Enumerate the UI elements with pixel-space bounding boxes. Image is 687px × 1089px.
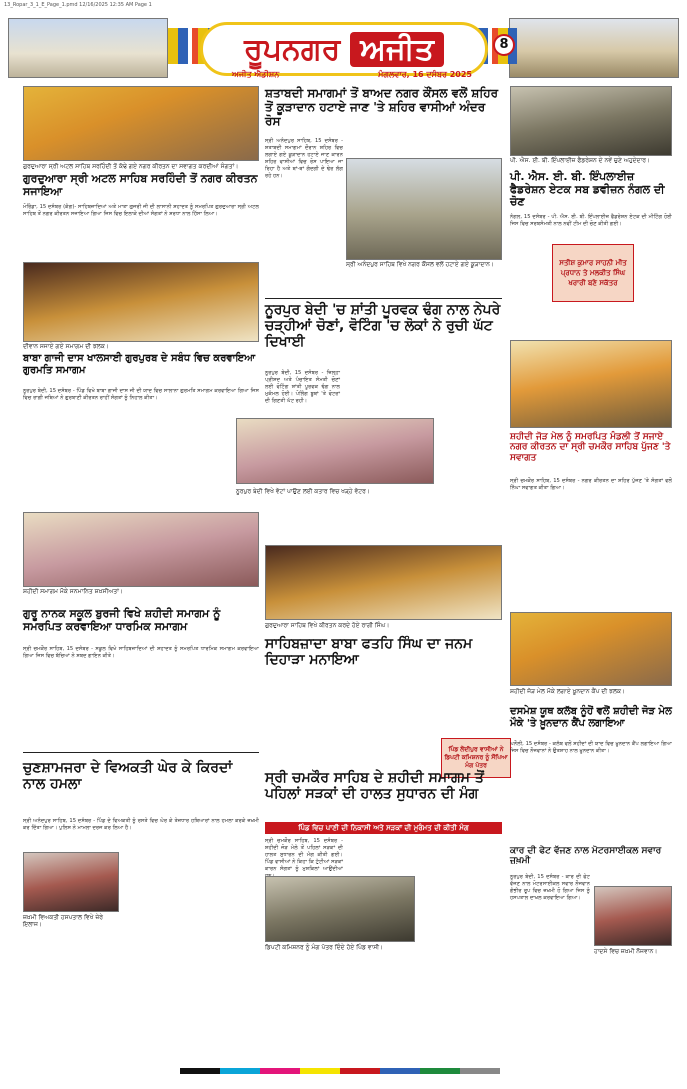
story8-caption: ਡਿਪਟੀ ਕਮਿਸ਼ਨਰ ਨੂੰ ਮੰਗ ਪੱਤਰ ਦਿੰਦੇ ਹੋਏ ਪਿੰਡ ਵਾਸੀ। (265, 944, 384, 951)
story9-body: ਨੰਗਲ, 15 ਦਸੰਬਰ - ਪੀ. ਐਸ. ਈ. ਬੀ. ਇੰਪਲਾਈਜ਼ ਫੈਡਰੇਸ਼ਨ ਏਟਕ ਦੀ ਮੀਟਿੰਗ ਹੋਈ ਜਿਸ ਵਿਚ ਸਰਬਸੰਮਤੀ ਨਾਲ ਨਵੀਂ ਟੀਮ ਦੀ ਚੋਣ ਕੀਤੀ ਗਈ। (510, 214, 672, 227)
masthead-subline (232, 70, 472, 82)
story12-headline: ਕਾਰ ਦੀ ਫੇਟ ਵੱਜਣ ਨਾਲ ਮੋਟਰਸਾਈਕਲ ਸਵਾਰ ਜ਼ਖ਼ਮੀ (510, 846, 662, 867)
story5-photo (346, 158, 502, 260)
story4-photo (23, 852, 119, 912)
story3-caption: ਸ਼ਹੀਦੀ ਸਮਾਗਮ ਮੌਕੇ ਸਨਮਾਨਿਤ ਸ਼ਖ਼ਸੀਅਤਾਂ। (23, 588, 124, 595)
story8-headline: ਸ੍ਰੀ ਚਮਕੌਰ ਸਾਹਿਬ ਦੇ ਸ਼ਹੀਦੀ ਸਮਾਗਮ ਤੋਂ ਪਹਿਲਾਂ ਸੜਕਾਂ ਦੀ ਹਾਲਤ ਸੁਧਾਰਨ ਦੀ ਮੰਗ (265, 770, 484, 803)
masthead (0, 12, 687, 84)
story6-photo (236, 418, 434, 484)
masthead-left-photo (8, 18, 168, 78)
story8-strap: ਪਿੰਡ ਵਿਚ ਪਾਣੀ ਦੀ ਨਿਕਾਸੀ ਅਤੇ ਸੜਕਾਂ ਦੀ ਮੁਰੰਮਤ ਦੀ ਕੀਤੀ ਮੰਗ (265, 822, 502, 834)
story5-headline: ਸ਼ਤਾਬਦੀ ਸਮਾਗਮਾਂ ਤੋਂ ਬਾਅਦ ਨਗਰ ਕੌਂਸਲ ਵਲੋਂ ਸ਼ਹਿਰ ਤੋਂ ਕੂੜਾਦਾਨ ਹਟਾਏ ਜਾਣ 'ਤੇ ਸ਼ਹਿਰ ਵਾਸੀਆਂ ਅੰਦਰ ਰੋਸ (265, 86, 499, 128)
story9-photo (510, 86, 672, 156)
story3-body: ਸ੍ਰੀ ਚਮਕੌਰ ਸਾਹਿਬ, 15 ਦਸੰਬਰ - ਸਕੂਲ ਵਿਖੇ ਸਾਹਿਬਜ਼ਾਦਿਆਂ ਦੀ ਸ਼ਹਾਦਤ ਨੂੰ ਸਮਰਪਿਤ ਧਾਰਮਿਕ ਸਮਾਗਮ ਕਰਵਾਇਆ ਗਿਆ ਜਿਸ ਵਿਚ ਬੱਚਿਆਂ ਨੇ ਸ਼ਬਦ ਗਾਇਨ ਕੀਤੇ। (23, 646, 259, 659)
story11-photo (510, 612, 672, 686)
masthead-title-left: ਰੂਪਨਗਰ (244, 31, 341, 67)
story2-photo (23, 262, 259, 342)
story4-headline: ਚੁਣਸ਼ਾਮਜਰਾ ਦੇ ਵਿਅਕਤੀ ਘੇਰ ਕੇ ਕਿਰਦਾਂ ਨਾਲ ਹਮਲਾ (23, 760, 233, 793)
story10-body: ਸ੍ਰੀ ਚਮਕੌਰ ਸਾਹਿਬ, 15 ਦਸੰਬਰ - ਨਗਰ ਕੀਰਤਨ ਦਾ ਸ਼ਹਿਰ ਪੁੱਜਣ 'ਤੇ ਸੰਗਤਾਂ ਵਲੋਂ ਨਿੱਘਾ ਸਵਾਗਤ ਕੀਤਾ ਗਿਆ। (510, 478, 672, 491)
story8-photo (265, 876, 415, 942)
story10-headline: ਸ਼ਹੀਦੀ ਜੋੜ ਮੇਲ ਨੂੰ ਸਮਰਪਿਤ ਮੰਡਲੀ ਤੋਂ ਸਜਾਏ ਨਗਰ ਕੀਰਤਨ ਦਾ ਸ੍ਰੀ ਚਮਕੌਰ ਸਾਹਿਬ ਪੁੱਜਣ 'ਤੇ ਸਵਾਗਤ (510, 432, 671, 463)
story9-headline: ਪੀ. ਐਸ. ਈ. ਬੀ. ਇੰਪਲਾਈਜ਼ ਫੈਡਰੇਸ਼ਨ ਏਟਕ ਸਬ ਡਵੀਜ਼ਨ ਨੰਗਲ ਦੀ ਚੋਣ (510, 170, 665, 209)
story11-headline: ਦਸਮੇਸ਼ ਯੂਥ ਕਲੱਬ ਨੂੰਹੋਂ ਵਲੋਂ ਸ਼ਹੀਦੀ ਜੋੜ ਮੇਲ ਮੌਕੇ 'ਤੇ ਖ਼ੂਨਦਾਨ ਕੈਂਪ ਲਗਾਇਆ (510, 706, 672, 729)
story1-headline: ਗੁਰਦੁਆਰਾ ਸ੍ਰੀ ਅਟਲ ਸਾਹਿਬ ਸਰਹਿੰਦੀ ਤੋਂ ਨਗਰ ਕੀਰਤਨ ਸਜਾਇਆ (23, 172, 258, 198)
story6-headline: ਨੂਰਪੁਰ ਬੇਦੀ 'ਚ ਸ਼ਾਂਤੀ ਪੂਰਵਕ ਢੰਗ ਨਾਲ ਨੇਪਰੇ ਚੜ੍ਹੀਆਂ ਚੋਣਾਂ, ਵੋਟਿੰਗ 'ਚ ਲੋਕਾਂ ਨੇ ਰੁਚੀ ਘੱਟ ਦਿਖਾਈ (265, 302, 501, 351)
issue-date: ਮੰਗਲਵਾਰ, 16 ਦਸੰਬਰ 2025 (378, 70, 472, 79)
story3-headline: ਗੁਰੂ ਨਾਨਕ ਸਕੂਲ ਬੁਰਜੀ ਵਿਖੇ ਸ਼ਹੀਦੀ ਸਮਾਗਮ ਨੂੰ ਸਮਰਪਿਤ ਕਰਵਾਇਆ ਧਾਰਮਿਕ ਸਮਾਗਮ (23, 607, 221, 633)
page-number: 8 (493, 34, 515, 56)
story7-photo (265, 545, 502, 620)
story2-caption: ਦੀਵਾਨ ਸਜਾਏ ਗਏ ਸਮਾਗਮ ਦੀ ਝਲਕ। (23, 343, 109, 350)
story12-body: ਨੂਰਪੁਰ ਬੇਦੀ, 15 ਦਸੰਬਰ - ਕਾਰ ਦੀ ਫੇਟ ਵੱਜਣ ਨਾਲ ਮੋਟਰਸਾਈਕਲ ਸਵਾਰ ਨੌਜਵਾਨ ਗੰਭੀਰ ਰੂਪ ਵਿਚ ਜ਼ਖ਼ਮੀ ਹੋ ਗਿਆ ਜਿਸ ਨੂੰ ਹਸਪਤਾਲ ਦਾਖ਼ਲ ਕਰਵਾਇਆ ਗਿਆ। (510, 874, 590, 901)
story5-body: ਸ੍ਰੀ ਅਨੰਦਪੁਰ ਸਾਹਿਬ, 15 ਦਸੰਬਰ - ਸ਼ਤਾਬਦੀ ਸਮਾਗਮਾਂ ਦੌਰਾਨ ਸ਼ਹਿਰ ਵਿਚ ਲਗਾਏ ਗਏ ਕੂੜਾਦਾਨ ਹਟਾਏ ਜਾਣ ਕਾਰਨ ਸ਼ਹਿਰ ਵਾਸੀਆਂ ਵਿਚ ਰੋਸ ਪਾਇਆ ਜਾ ਰਿਹਾ ਹੈ ਅਤੇ ਥਾਂ-ਥਾਂ ਗੰਦਗੀ ਦੇ ਢੇਰ ਲੱਗ ਰਹੇ ਹਨ। (265, 138, 343, 179)
masthead-right-photo (509, 18, 679, 78)
masthead-title-plate (200, 22, 488, 76)
story4-body: ਸ੍ਰੀ ਅਨੰਦਪੁਰ ਸਾਹਿਬ, 15 ਦਸੰਬਰ - ਪਿੰਡ ਦੇ ਵਿਅਕਤੀ ਨੂੰ ਰਸਤੇ ਵਿਚ ਘੇਰ ਕੇ ਤੇਜ਼ਧਾਰ ਹਥਿਆਰਾਂ ਨਾਲ ਹਮਲਾ ਕਰਕੇ ਜ਼ਖ਼ਮੀ ਕਰ ਦਿੱਤਾ ਗਿਆ। ਪੁਲਿਸ ਨੇ ਮਾਮਲਾ ਦਰਜ ਕਰ ਲਿਆ ਹੈ। (23, 818, 259, 831)
story9-caption: ਪੀ. ਐਸ. ਈ. ਬੀ. ਇੰਪਲਾਈਜ਼ ਫੈਡਰੇਸ਼ਨ ਦੇ ਨਵੇਂ ਚੁਣੇ ਅਹੁਦੇਦਾਰ। (510, 157, 651, 164)
story7-caption: ਗੁਰਦੁਆਰਾ ਸਾਹਿਬ ਵਿਖੇ ਕੀਰਤਨ ਕਰਦੇ ਹੋਏ ਰਾਗੀ ਸਿੰਘ। (265, 622, 390, 629)
story8-kicker: ਪਿੰਡ ਲੋਦੀਪੁਰ ਵਾਸੀਆਂ ਨੇ ਡਿਪਟੀ ਕਮਿਸ਼ਨਰ ਨੂੰ ਸੌਂਪਿਆ ਮੰਗ ਪੱਤਰ (441, 738, 511, 778)
story9-highlight-box: ਸਤੀਸ਼ ਕੁਮਾਰ ਸਾਹਨੀ ਮੀਤ ਪ੍ਰਧਾਨ ਤੇ ਮਲਕੀਤ ਸਿੰਘ ਖਰਾਰੀ ਬਣੇ ਸਕੱਤਰ (552, 244, 634, 302)
story3-photo (23, 512, 259, 587)
separator-rule (23, 752, 259, 753)
story8-body: ਸ੍ਰੀ ਚਮਕੌਰ ਸਾਹਿਬ, 15 ਦਸੰਬਰ - ਸ਼ਹੀਦੀ ਜੋੜ ਮੇਲੇ ਤੋਂ ਪਹਿਲਾਂ ਸੜਕਾਂ ਦੀ ਹਾਲਤ ਸੁਧਾਰਨ ਦੀ ਮੰਗ ਕੀਤੀ ਗਈ। ਪਿੰਡ ਵਾਸੀਆਂ ਨੇ ਕਿਹਾ ਕਿ ਟੁੱਟੀਆਂ ਸੜਕਾਂ ਕਾਰਨ ਸੰਗਤਾਂ ਨੂੰ ਮੁਸ਼ਕਿਲਾਂ ਆਉਂਦੀਆਂ (265, 838, 343, 872)
story4-body-continued (124, 852, 259, 1042)
story1-caption: ਗੁਰਦੁਆਰਾ ਸ੍ਰੀ ਅਟਲ ਸਾਹਿਬ ਸਰਹਿੰਦੀ ਤੋਂ ਕੱਢੇ ਗਏ ਨਗਰ ਕੀਰਤਨ ਦਾ ਸਵਾਗਤ ਕਰਦੀਆਂ ਸੰਗਤਾਂ। (23, 163, 239, 170)
story10-photo (510, 340, 672, 428)
print-color-bar (180, 1068, 500, 1074)
edition-label: ਅਜੀਤ ਐਡੀਸ਼ਨ (232, 70, 280, 79)
story6-body: ਨੂਰਪੁਰ ਬੇਦੀ, 15 ਦਸੰਬਰ - ਜ਼ਿਲ੍ਹਾ ਪ੍ਰੀਸ਼ਦ ਅਤੇ ਪੰਚਾਇਤ ਸੰਮਤੀ ਚੋਣਾਂ ਲਈ ਵੋਟਿੰਗ ਸ਼ਾਂਤੀ ਪੂਰਵਕ ਢੰਗ ਨਾਲ ਮੁਕੰਮਲ ਹੋਈ। ਪੋਲਿੰਗ ਬੂਥਾਂ 'ਤੇ ਵੋਟਰਾਂ ਦੀ ਗਿਣਤੀ ਘੱਟ ਰਹੀ। (265, 370, 340, 404)
story11-body: ਘਨੌਲੀ, 15 ਦਸੰਬਰ - ਕਲੱਬ ਵਲੋਂ ਸ਼ਹੀਦਾਂ ਦੀ ਯਾਦ ਵਿਚ ਖ਼ੂਨਦਾਨ ਕੈਂਪ ਲਗਾਇਆ ਗਿਆ ਜਿਸ ਵਿਚ ਨੌਜਵਾਨਾਂ ਨੇ ਉਤਸ਼ਾਹ ਨਾਲ ਖ਼ੂਨਦਾਨ ਕੀਤਾ। (510, 741, 672, 754)
story1-body: ਮੋਰਿੰਡਾ, 15 ਦਸੰਬਰ (ਕੰਗ)- ਸਾਹਿਬਜ਼ਾਦਿਆਂ ਅਤੇ ਮਾਤਾ ਗੁਜਰੀ ਜੀ ਦੀ ਲਾਸਾਨੀ ਸ਼ਹਾਦਤ ਨੂੰ ਸਮਰਪਿਤ ਗੁਰਦੁਆਰਾ ਸ੍ਰੀ ਅਟਲ ਸਾਹਿਬ ਤੋਂ ਨਗਰ ਕੀਰਤਨ ਸਜਾਇਆ ਗਿਆ ਜਿਸ ਵਿਚ ਇਲਾਕੇ ਦੀਆਂ ਸੰਗਤਾਂ ਨੇ ਸ਼ਰਧਾ ਨਾਲ ਹਿੱਸਾ ਲਿਆ। (23, 204, 259, 217)
story7-headline: ਸਾਹਿਬਜ਼ਾਦਾ ਬਾਬਾ ਫਤਹਿ ਸਿੰਘ ਦਾ ਜਨਮ ਦਿਹਾੜਾ ਮਨਾਇਆ (265, 636, 473, 669)
story12-caption: ਹਾਦਸੇ ਵਿਚ ਜ਼ਖ਼ਮੀ ਨੌਜਵਾਨ। (594, 948, 658, 955)
story2-body: ਨੂਰਪੁਰ ਬੇਦੀ, 15 ਦਸੰਬਰ - ਪਿੰਡ ਵਿਖੇ ਬਾਬਾ ਗਾਜੀ ਦਾਸ ਜੀ ਦੀ ਯਾਦ ਵਿਚ ਸਾਲਾਨਾ ਗੁਰਮਤਿ ਸਮਾਗਮ ਕਰਵਾਇਆ ਗਿਆ ਜਿਸ ਵਿਚ ਰਾਗੀ ਜਥਿਆਂ ਨੇ ਗੁਰਬਾਣੀ ਕੀਰਤਨ ਰਾਹੀਂ ਸੰਗਤਾਂ ਨੂੰ ਨਿਹਾਲ ਕੀਤਾ। (23, 388, 259, 401)
story5-caption: ਸ੍ਰੀ ਅਨੰਦਪੁਰ ਸਾਹਿਬ ਵਿਖੇ ਨਗਰ ਕੌਂਸਲ ਵਲੋਂ ਹਟਾਏ ਗਏ ਕੂੜਾਦਾਨ। (346, 261, 494, 268)
story6-caption: ਨੂਰਪੁਰ ਬੇਦੀ ਵਿਖੇ ਵੋਟਾਂ ਪਾਉਣ ਲਈ ਕਤਾਰ ਵਿਚ ਖੜ੍ਹੇ ਵੋਟਰ। (236, 488, 370, 495)
story2-headline: ਬਾਬਾ ਗਾਜੀ ਦਾਸ ਖਾਲਸਾਈ ਗੁਰਪੁਰਬ ਦੇ ਸਬੰਧ ਵਿਚ ਕਰਵਾਇਆ ਗੁਰਮਤਿ ਸਮਾਗਮ (23, 353, 256, 376)
story12-photo (594, 886, 672, 946)
separator-rule (265, 298, 502, 299)
story4-caption: ਜ਼ਖ਼ਮੀ ਵਿਅਕਤੀ ਹਸਪਤਾਲ ਵਿਖੇ ਜ਼ੇਰੇ ਇਲਾਜ। (23, 914, 103, 928)
story1-photo (23, 86, 259, 161)
masthead-title-right: ਅਜੀਤ (350, 32, 444, 67)
story11-caption: ਸ਼ਹੀਦੀ ਜੋੜ ਮੇਲ ਮੌਕੇ ਲਗਾਏ ਖ਼ੂਨਦਾਨ ਕੈਂਪ ਦੀ ਝਲਕ। (510, 688, 626, 695)
print-slug: 13_Ropar_3_1_E_Page_1.pmd 12/16/2025 12:35 AM Page 1 (4, 2, 152, 8)
